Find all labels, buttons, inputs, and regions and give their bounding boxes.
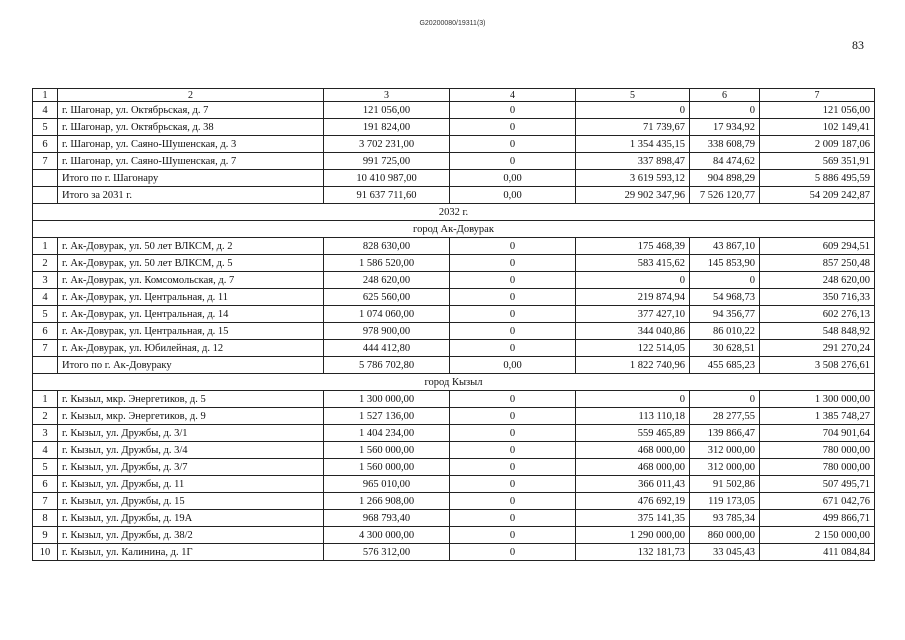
local-budget-cell: 7 526 120,77 [690,187,760,204]
row-number-cell: 3 [33,425,58,442]
table-row [33,408,875,425]
address-cell: г. Шагонар, ул. Саяно-Шушенская, д. 3 [58,136,324,153]
row-number-cell: 1 [33,391,58,408]
owners-cell: 54 209 242,87 [760,187,875,204]
owners-cell: 704 901,64 [760,425,875,442]
budget-cell: 29 902 347,96 [576,187,690,204]
local-budget-cell: 30 628,51 [690,340,760,357]
row-number-cell [33,187,58,204]
column-header: 5 [576,89,690,102]
row-number-cell: 7 [33,340,58,357]
total-cost-cell: 444 412,80 [324,340,450,357]
owners-cell: 671 042,76 [760,493,875,510]
local-budget-cell: 139 866,47 [690,425,760,442]
fund-cell: 0 [450,493,576,510]
total-cost-cell: 121 056,00 [324,102,450,119]
owners-cell: 248 620,00 [760,272,875,289]
budget-cell: 132 181,73 [576,544,690,561]
owners-cell: 2 150 000,00 [760,527,875,544]
address-cell: г. Кызыл, ул. Дружбы, д. 3/7 [58,459,324,476]
total-cost-cell: 625 560,00 [324,289,450,306]
fund-cell: 0 [450,238,576,255]
fund-cell: 0 [450,323,576,340]
table-row [33,102,875,119]
row-number-cell: 2 [33,408,58,425]
local-budget-cell: 338 608,79 [690,136,760,153]
owners-cell: 102 149,41 [760,119,875,136]
total-cost-cell: 1 586 520,00 [324,255,450,272]
address-cell: г. Кызыл, мкр. Энергетиков, д. 9 [58,408,324,425]
housing-repair-table [32,88,875,561]
fund-cell: 0 [450,306,576,323]
address-cell: г. Ак-Довурак, ул. Центральная, д. 15 [58,323,324,340]
total-cost-cell: 191 824,00 [324,119,450,136]
address-cell: г. Шагонар, ул. Октябрьская, д. 38 [58,119,324,136]
column-header: 3 [324,89,450,102]
local-budget-cell: 54 968,73 [690,289,760,306]
column-header: 2 [58,89,324,102]
address-cell: г. Шагонар, ул. Октябрьская, д. 7 [58,102,324,119]
total-cost-cell: 91 637 711,60 [324,187,450,204]
owners-cell: 2 009 187,06 [760,136,875,153]
address-cell: г. Ак-Довурак, ул. 50 лет ВЛКСМ, д. 2 [58,238,324,255]
row-number-cell: 6 [33,323,58,340]
row-number-cell [33,170,58,187]
local-budget-cell: 145 853,90 [690,255,760,272]
document-id: G20200080/19311(3) [419,20,486,27]
fund-cell: 0 [450,476,576,493]
fund-cell: 0 [450,544,576,561]
local-budget-cell: 312 000,00 [690,442,760,459]
header-row [33,89,875,102]
total-cost-cell: 248 620,00 [324,272,450,289]
budget-cell: 0 [576,272,690,289]
section-title: город Кызыл [33,374,875,391]
table-row [33,170,875,187]
budget-cell: 337 898,47 [576,153,690,170]
fund-cell: 0,00 [450,187,576,204]
owners-cell: 499 866,71 [760,510,875,527]
fund-cell: 0 [450,119,576,136]
table-row [33,238,875,255]
total-cost-cell: 10 410 987,00 [324,170,450,187]
table-row [33,493,875,510]
section-row [33,374,875,391]
local-budget-cell: 119 173,05 [690,493,760,510]
owners-cell: 780 000,00 [760,459,875,476]
table-row [33,272,875,289]
budget-cell: 344 040,86 [576,323,690,340]
local-budget-cell: 91 502,86 [690,476,760,493]
address-cell: г. Кызыл, ул. Дружбы, д. 15 [58,493,324,510]
table-row [33,510,875,527]
address-cell: г. Кызыл, ул. Дружбы, д. 11 [58,476,324,493]
fund-cell: 0 [450,459,576,476]
table-row [33,306,875,323]
row-number-cell: 3 [33,272,58,289]
table-row [33,357,875,374]
budget-cell: 113 110,18 [576,408,690,425]
local-budget-cell: 43 867,10 [690,238,760,255]
owners-cell: 5 886 495,59 [760,170,875,187]
column-header: 1 [33,89,58,102]
address-cell: г. Шагонар, ул. Саяно-Шушенская, д. 7 [58,153,324,170]
table-row [33,323,875,340]
row-number-cell [33,357,58,374]
table-row [33,391,875,408]
budget-cell: 3 619 593,12 [576,170,690,187]
owners-cell: 602 276,13 [760,306,875,323]
total-cost-cell: 1 560 000,00 [324,442,450,459]
owners-cell: 3 508 276,61 [760,357,875,374]
budget-cell: 559 465,89 [576,425,690,442]
page-number: 83 [852,38,864,52]
local-budget-cell: 904 898,29 [690,170,760,187]
local-budget-cell: 28 277,55 [690,408,760,425]
budget-cell: 1 822 740,96 [576,357,690,374]
section-title: 2032 г. [33,204,875,221]
table-row [33,425,875,442]
table-row [33,119,875,136]
budget-cell: 375 141,35 [576,510,690,527]
budget-cell: 468 000,00 [576,459,690,476]
row-number-cell: 5 [33,459,58,476]
budget-cell: 377 427,10 [576,306,690,323]
budget-cell: 366 011,43 [576,476,690,493]
address-cell: г. Кызыл, мкр. Энергетиков, д. 5 [58,391,324,408]
owners-cell: 507 495,71 [760,476,875,493]
column-header: 4 [450,89,576,102]
address-cell: г. Ак-Довурак, ул. 50 лет ВЛКСМ, д. 5 [58,255,324,272]
budget-cell: 476 692,19 [576,493,690,510]
row-number-cell: 9 [33,527,58,544]
total-cost-cell: 576 312,00 [324,544,450,561]
local-budget-cell: 312 000,00 [690,459,760,476]
total-cost-cell: 3 702 231,00 [324,136,450,153]
owners-cell: 291 270,24 [760,340,875,357]
table-row [33,255,875,272]
table-row [33,136,875,153]
address-cell: Итого по г. Шагонару [58,170,324,187]
table-row [33,476,875,493]
local-budget-cell: 0 [690,391,760,408]
total-cost-cell: 1 074 060,00 [324,306,450,323]
owners-cell: 857 250,48 [760,255,875,272]
row-number-cell: 7 [33,493,58,510]
row-number-cell: 7 [33,153,58,170]
budget-cell: 583 415,62 [576,255,690,272]
budget-cell: 122 514,05 [576,340,690,357]
column-header: 7 [760,89,875,102]
table-row [33,187,875,204]
fund-cell: 0 [450,102,576,119]
address-cell: г. Ак-Довурак, ул. Центральная, д. 14 [58,306,324,323]
local-budget-cell: 860 000,00 [690,527,760,544]
owners-cell: 350 716,33 [760,289,875,306]
table-row [33,289,875,306]
row-number-cell: 4 [33,289,58,306]
fund-cell: 0 [450,408,576,425]
fund-cell: 0 [450,510,576,527]
row-number-cell: 5 [33,119,58,136]
local-budget-cell: 94 356,77 [690,306,760,323]
total-cost-cell: 1 527 136,00 [324,408,450,425]
address-cell: г. Кызыл, ул. Дружбы, д. 38/2 [58,527,324,544]
total-cost-cell: 1 266 908,00 [324,493,450,510]
section-title: город Ак-Довурак [33,221,875,238]
fund-cell: 0 [450,272,576,289]
total-cost-cell: 968 793,40 [324,510,450,527]
fund-cell: 0 [450,136,576,153]
local-budget-cell: 93 785,34 [690,510,760,527]
address-cell: Итого по г. Ак-Довураку [58,357,324,374]
address-cell: г. Ак-Довурак, ул. Юбилейная, д. 12 [58,340,324,357]
total-cost-cell: 828 630,00 [324,238,450,255]
local-budget-cell: 86 010,22 [690,323,760,340]
owners-cell: 121 056,00 [760,102,875,119]
owners-cell: 609 294,51 [760,238,875,255]
row-number-cell: 10 [33,544,58,561]
row-number-cell: 2 [33,255,58,272]
fund-cell: 0,00 [450,357,576,374]
fund-cell: 0 [450,527,576,544]
address-cell: г. Ак-Довурак, ул. Центральная, д. 11 [58,289,324,306]
total-cost-cell: 978 900,00 [324,323,450,340]
total-cost-cell: 1 404 234,00 [324,425,450,442]
address-cell: г. Кызыл, ул. Дружбы, д. 3/4 [58,442,324,459]
table-row [33,153,875,170]
total-cost-cell: 1 300 000,00 [324,391,450,408]
owners-cell: 1 300 000,00 [760,391,875,408]
address-cell: г. Кызыл, ул. Дружбы, д. 19А [58,510,324,527]
owners-cell: 1 385 748,27 [760,408,875,425]
budget-cell: 175 468,39 [576,238,690,255]
row-number-cell: 1 [33,238,58,255]
section-row [33,204,875,221]
table-row [33,340,875,357]
row-number-cell: 4 [33,442,58,459]
local-budget-cell: 0 [690,102,760,119]
total-cost-cell: 5 786 702,80 [324,357,450,374]
total-cost-cell: 4 300 000,00 [324,527,450,544]
address-cell: г. Ак-Довурак, ул. Комсомольская, д. 7 [58,272,324,289]
local-budget-cell: 0 [690,272,760,289]
fund-cell: 0 [450,442,576,459]
table-row [33,459,875,476]
column-header: 6 [690,89,760,102]
address-cell: г. Кызыл, ул. Калинина, д. 1Г [58,544,324,561]
row-number-cell: 6 [33,136,58,153]
fund-cell: 0 [450,391,576,408]
row-number-cell: 4 [33,102,58,119]
budget-cell: 71 739,67 [576,119,690,136]
owners-cell: 569 351,91 [760,153,875,170]
row-number-cell: 8 [33,510,58,527]
owners-cell: 780 000,00 [760,442,875,459]
address-cell: г. Кызыл, ул. Дружбы, д. 3/1 [58,425,324,442]
budget-cell: 0 [576,391,690,408]
row-number-cell: 6 [33,476,58,493]
local-budget-cell: 455 685,23 [690,357,760,374]
fund-cell: 0,00 [450,170,576,187]
fund-cell: 0 [450,425,576,442]
address-cell: Итого за 2031 г. [58,187,324,204]
local-budget-cell: 84 474,62 [690,153,760,170]
local-budget-cell: 33 045,43 [690,544,760,561]
fund-cell: 0 [450,289,576,306]
fund-cell: 0 [450,255,576,272]
table-row [33,527,875,544]
total-cost-cell: 991 725,00 [324,153,450,170]
budget-cell: 1 354 435,15 [576,136,690,153]
budget-cell: 0 [576,102,690,119]
total-cost-cell: 965 010,00 [324,476,450,493]
table-row [33,442,875,459]
budget-cell: 219 874,94 [576,289,690,306]
budget-cell: 1 290 000,00 [576,527,690,544]
owners-cell: 411 084,84 [760,544,875,561]
total-cost-cell: 1 560 000,00 [324,459,450,476]
section-row [33,221,875,238]
row-number-cell: 5 [33,306,58,323]
fund-cell: 0 [450,153,576,170]
budget-cell: 468 000,00 [576,442,690,459]
local-budget-cell: 17 934,92 [690,119,760,136]
owners-cell: 548 848,92 [760,323,875,340]
fund-cell: 0 [450,340,576,357]
table-row [33,544,875,561]
